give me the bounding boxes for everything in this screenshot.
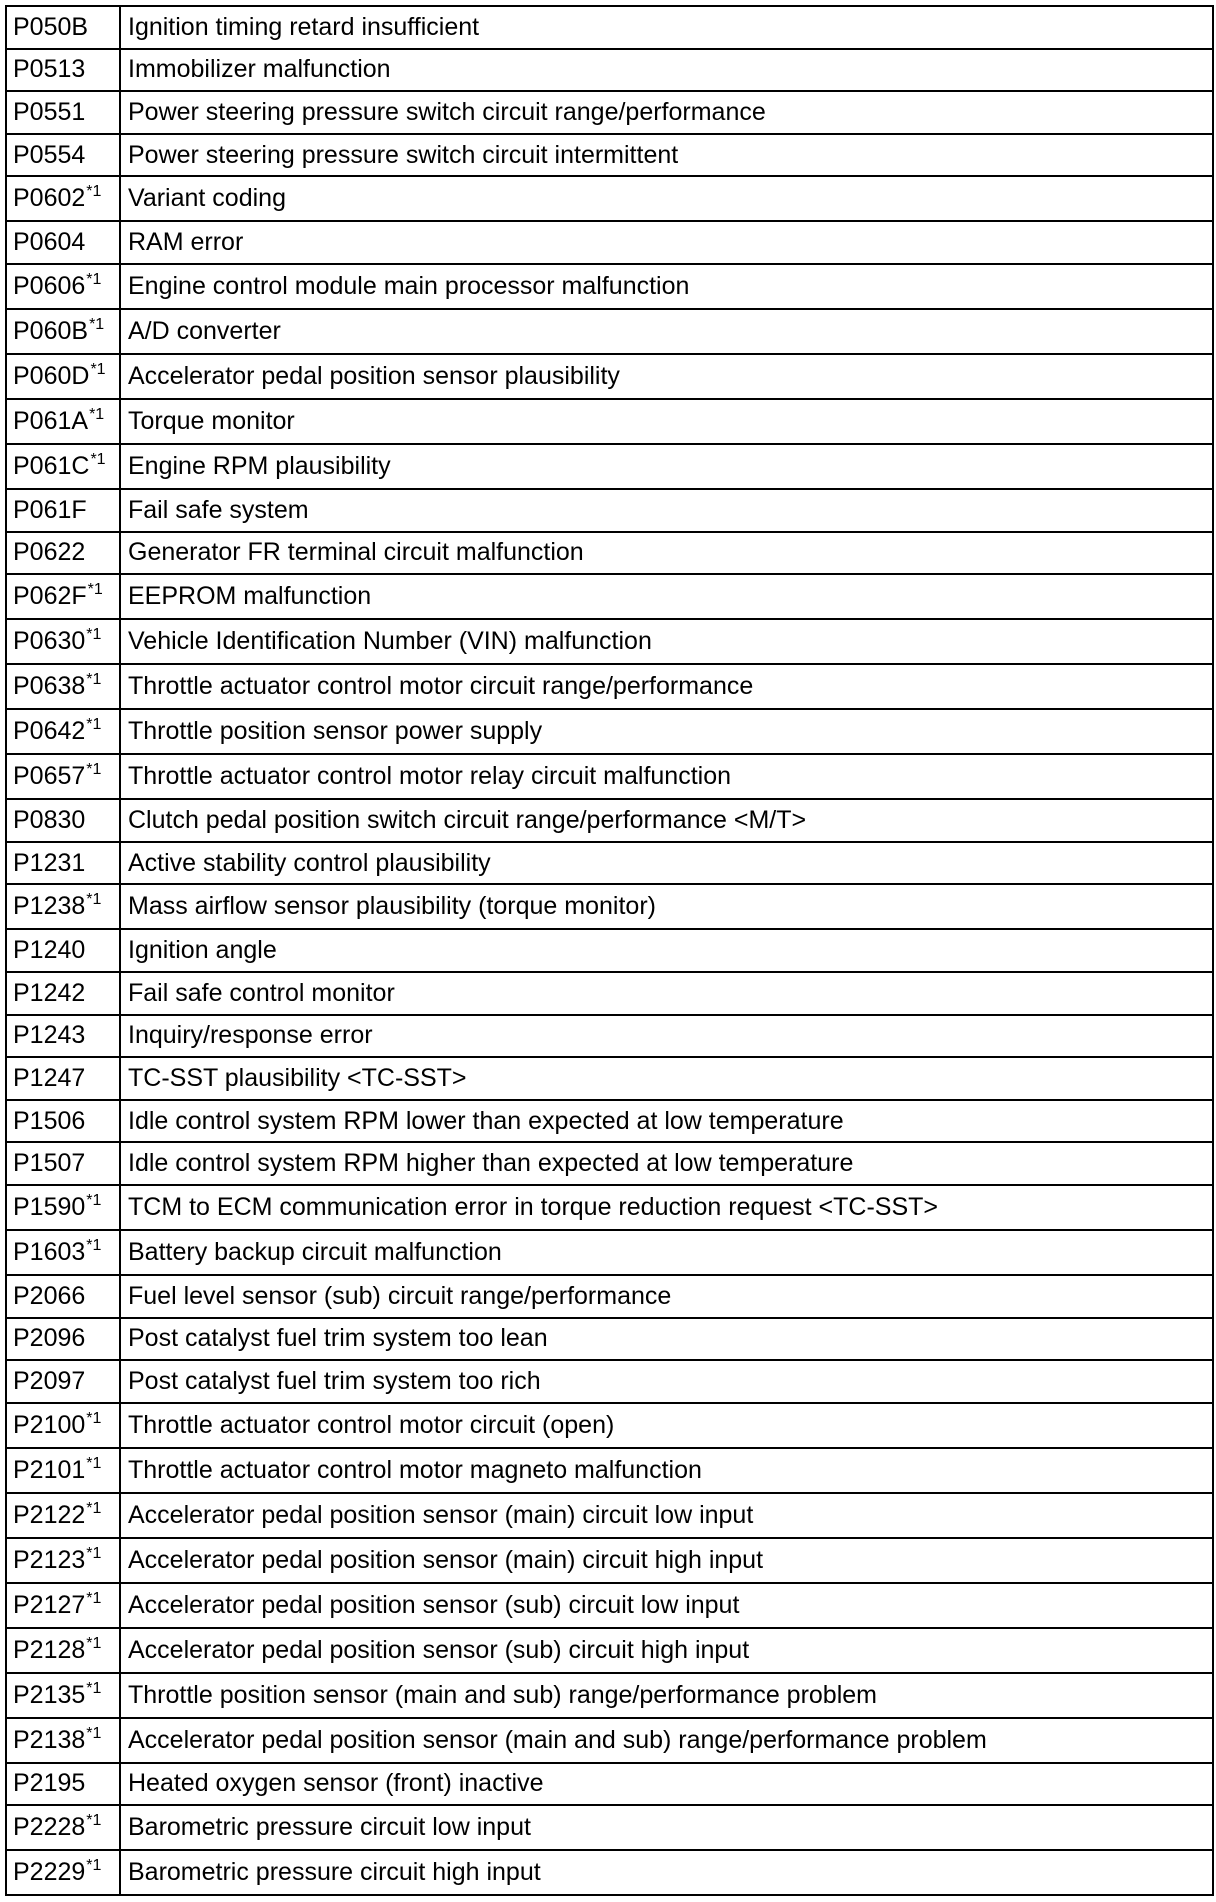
table-row [6, 664, 1213, 709]
table-row [6, 1850, 1213, 1895]
table-row [6, 1100, 1213, 1143]
dtc-description: Battery backup circuit malfunction [120, 1230, 1213, 1275]
table-row [6, 972, 1213, 1015]
table-row [6, 489, 1213, 532]
footnote-marker: *1 [89, 315, 105, 333]
footnote-marker: *1 [90, 360, 106, 378]
dtc-description: Fail safe system [120, 489, 1213, 532]
dtc-code-cell [6, 309, 120, 354]
dtc-code-cell [6, 884, 120, 929]
table-row [6, 1538, 1213, 1583]
dtc-code-cell [6, 664, 120, 709]
dtc-code-cell [6, 1015, 120, 1058]
table-row [6, 884, 1213, 929]
table-row [6, 709, 1213, 754]
table-row [6, 134, 1213, 177]
dtc-code-cell [6, 1805, 120, 1850]
dtc-code: P060D [13, 361, 90, 390]
table-row [6, 929, 1213, 972]
dtc-code-cell [6, 574, 120, 619]
dtc-code-cell [6, 1718, 120, 1763]
dtc-code-cell [6, 754, 120, 799]
dtc-code: P1238 [13, 892, 86, 921]
table-row [6, 444, 1213, 489]
dtc-description: Post catalyst fuel trim system too lean [120, 1318, 1213, 1361]
dtc-code-cell [6, 444, 120, 489]
dtc-code-cell [6, 1360, 120, 1403]
dtc-description: Accelerator pedal position sensor (sub) circuit high input [120, 1628, 1213, 1673]
dtc-description: Engine control module main processor malfunction [120, 264, 1213, 309]
dtc-code: P1240 [13, 936, 86, 965]
table-row [6, 1142, 1213, 1185]
dtc-description: Throttle actuator control motor relay circuit malfunction [120, 754, 1213, 799]
dtc-code-cell [6, 1185, 120, 1230]
footnote-marker: *1 [86, 1857, 102, 1875]
table-row [6, 799, 1213, 842]
dtc-description: Accelerator pedal position sensor (sub) circuit low input [120, 1583, 1213, 1628]
dtc-description: A/D converter [120, 309, 1213, 354]
dtc-code-cell [6, 1142, 120, 1185]
dtc-description: Generator FR terminal circuit malfunction [120, 532, 1213, 575]
dtc-table-body [6, 6, 1213, 1895]
dtc-code: P062F [13, 582, 87, 611]
dtc-code: P2123 [13, 1545, 86, 1574]
dtc-description: Immobilizer malfunction [120, 49, 1213, 92]
footnote-marker: *1 [86, 891, 102, 909]
table-row [6, 754, 1213, 799]
dtc-code: P2195 [13, 1769, 86, 1798]
table-row [6, 309, 1213, 354]
dtc-code: P2229 [13, 1858, 86, 1887]
table-row [6, 842, 1213, 885]
dtc-description: Accelerator pedal position sensor plausibility [120, 354, 1213, 399]
dtc-code: P2138 [13, 1725, 86, 1754]
dtc-description: Throttle position sensor power supply [120, 709, 1213, 754]
dtc-code: P050B [13, 12, 89, 41]
dtc-code-cell [6, 1673, 120, 1718]
table-row [6, 1318, 1213, 1361]
dtc-code-cell [6, 1057, 120, 1100]
table-row [6, 354, 1213, 399]
dtc-code: P061A [13, 406, 89, 435]
dtc-code: P0602 [13, 184, 86, 213]
dtc-description: Mass airflow sensor plausibility (torque monitor) [120, 884, 1213, 929]
footnote-marker: *1 [86, 1634, 102, 1652]
table-row [6, 1805, 1213, 1850]
footnote-marker: *1 [86, 1236, 102, 1254]
dtc-code: P2097 [13, 1366, 86, 1395]
dtc-code: P2096 [13, 1324, 86, 1353]
table-row [6, 264, 1213, 309]
dtc-code-cell [6, 1448, 120, 1493]
dtc-code-cell [6, 842, 120, 885]
dtc-description: Accelerator pedal position sensor (main) circuit low input [120, 1493, 1213, 1538]
dtc-description: Accelerator pedal position sensor (main) circuit high input [120, 1538, 1213, 1583]
dtc-description: Power steering pressure switch circuit intermittent [120, 134, 1213, 177]
table-row [6, 1763, 1213, 1806]
dtc-code: P1243 [13, 1021, 86, 1050]
dtc-code-cell [6, 1100, 120, 1143]
dtc-description: Clutch pedal position switch circuit range/performance <M/T> [120, 799, 1213, 842]
dtc-description: EEPROM malfunction [120, 574, 1213, 619]
dtc-code: P2066 [13, 1281, 86, 1310]
footnote-marker: *1 [86, 1454, 102, 1472]
footnote-marker: *1 [86, 183, 102, 201]
table-row [6, 1360, 1213, 1403]
dtc-code: P2101 [13, 1455, 86, 1484]
dtc-description: Barometric pressure circuit low input [120, 1805, 1213, 1850]
footnote-marker: *1 [86, 1812, 102, 1830]
dtc-code-cell [6, 1493, 120, 1538]
dtc-code: P1242 [13, 978, 86, 1007]
dtc-code-cell [6, 1538, 120, 1583]
footnote-marker: *1 [90, 450, 106, 468]
dtc-code: P0606 [13, 271, 86, 300]
dtc-code: P060B [13, 316, 89, 345]
footnote-marker: *1 [86, 1499, 102, 1517]
footnote-marker: *1 [86, 1589, 102, 1607]
dtc-description: Throttle actuator control motor magneto malfunction [120, 1448, 1213, 1493]
dtc-description: Throttle actuator control motor circuit (open) [120, 1403, 1213, 1448]
dtc-code: P2100 [13, 1410, 86, 1439]
dtc-description: Ignition timing retard insufficient [120, 6, 1213, 49]
footnote-marker: *1 [86, 626, 102, 644]
dtc-code: P2228 [13, 1813, 86, 1842]
dtc-description: Idle control system RPM lower than expected at low temperature [120, 1100, 1213, 1143]
dtc-description: Idle control system RPM higher than expected at low temperature [120, 1142, 1213, 1185]
footnote-marker: *1 [86, 1679, 102, 1697]
dtc-description: Active stability control plausibility [120, 842, 1213, 885]
dtc-description: RAM error [120, 221, 1213, 264]
dtc-code: P0642 [13, 717, 86, 746]
table-row [6, 1583, 1213, 1628]
dtc-description: Heated oxygen sensor (front) inactive [120, 1763, 1213, 1806]
dtc-code: P1507 [13, 1149, 86, 1178]
table-row [6, 1057, 1213, 1100]
dtc-code: P061F [13, 495, 87, 524]
dtc-code: P0551 [13, 97, 86, 126]
table-row [6, 574, 1213, 619]
dtc-code: P0657 [13, 762, 86, 791]
footnote-marker: *1 [86, 1191, 102, 1209]
dtc-code: P0638 [13, 672, 86, 701]
dtc-code-cell [6, 709, 120, 754]
footnote-marker: *1 [87, 581, 103, 599]
table-row [6, 1718, 1213, 1763]
dtc-description: Post catalyst fuel trim system too rich [120, 1360, 1213, 1403]
dtc-description: TC-SST plausibility <TC-SST> [120, 1057, 1213, 1100]
dtc-code: P0554 [13, 140, 86, 169]
dtc-code: P1247 [13, 1063, 86, 1092]
dtc-code: P0622 [13, 538, 86, 567]
dtc-code-cell [6, 399, 120, 444]
footnote-marker: *1 [86, 716, 102, 734]
dtc-code-cell [6, 929, 120, 972]
dtc-code-cell [6, 619, 120, 664]
footnote-marker: *1 [86, 270, 102, 288]
table-row [6, 1628, 1213, 1673]
dtc-description: Accelerator pedal position sensor (main and sub) range/performance problem [120, 1718, 1213, 1763]
dtc-code-cell [6, 1583, 120, 1628]
dtc-code: P0604 [13, 228, 86, 257]
dtc-code: P0830 [13, 805, 86, 834]
footnote-marker: *1 [86, 671, 102, 689]
table-row [6, 1448, 1213, 1493]
dtc-description: Ignition angle [120, 929, 1213, 972]
dtc-code: P2135 [13, 1680, 86, 1709]
dtc-description: Fail safe control monitor [120, 972, 1213, 1015]
footnote-marker: *1 [86, 1724, 102, 1742]
table-row [6, 176, 1213, 221]
table-row [6, 49, 1213, 92]
dtc-code-cell [6, 799, 120, 842]
dtc-code: P1231 [13, 848, 86, 877]
dtc-description: Vehicle Identification Number (VIN) malfunction [120, 619, 1213, 664]
dtc-description: Fuel level sensor (sub) circuit range/performance [120, 1275, 1213, 1318]
dtc-code: P061C [13, 451, 90, 480]
dtc-code: P1506 [13, 1106, 86, 1135]
table-row [6, 1673, 1213, 1718]
dtc-description: Inquiry/response error [120, 1015, 1213, 1058]
dtc-code: P0630 [13, 627, 86, 656]
dtc-table [5, 5, 1214, 1896]
table-row [6, 1015, 1213, 1058]
dtc-description: Barometric pressure circuit high input [120, 1850, 1213, 1895]
dtc-code-cell [6, 221, 120, 264]
dtc-code-cell [6, 354, 120, 399]
dtc-code-cell [6, 1403, 120, 1448]
dtc-code-cell [6, 489, 120, 532]
footnote-marker: *1 [86, 761, 102, 779]
dtc-code-cell [6, 1230, 120, 1275]
dtc-code-cell [6, 1763, 120, 1806]
dtc-description: Engine RPM plausibility [120, 444, 1213, 489]
table-row [6, 1275, 1213, 1318]
dtc-code-cell [6, 532, 120, 575]
table-row [6, 1493, 1213, 1538]
dtc-code-cell [6, 1275, 120, 1318]
dtc-code: P2128 [13, 1635, 86, 1664]
dtc-description: Power steering pressure switch circuit range/performance [120, 91, 1213, 134]
table-row [6, 221, 1213, 264]
dtc-code: P0513 [13, 55, 86, 84]
dtc-code-cell [6, 972, 120, 1015]
table-row [6, 399, 1213, 444]
table-row [6, 619, 1213, 664]
dtc-code: P1590 [13, 1192, 86, 1221]
dtc-code-cell [6, 1628, 120, 1673]
dtc-code: P2122 [13, 1500, 86, 1529]
dtc-description: Throttle position sensor (main and sub) range/performance problem [120, 1673, 1213, 1718]
dtc-code-cell [6, 1850, 120, 1895]
dtc-code-cell [6, 49, 120, 92]
table-row [6, 91, 1213, 134]
dtc-code: P1603 [13, 1237, 86, 1266]
dtc-description: Torque monitor [120, 399, 1213, 444]
footnote-marker: *1 [86, 1544, 102, 1562]
dtc-code: P2127 [13, 1590, 86, 1619]
table-row [6, 532, 1213, 575]
dtc-description: Throttle actuator control motor circuit range/performance [120, 664, 1213, 709]
footnote-marker: *1 [89, 405, 105, 423]
table-row [6, 1185, 1213, 1230]
dtc-code-cell [6, 176, 120, 221]
dtc-description: Variant coding [120, 176, 1213, 221]
dtc-code-cell [6, 6, 120, 49]
dtc-code-cell [6, 1318, 120, 1361]
dtc-code-cell [6, 264, 120, 309]
footnote-marker: *1 [86, 1409, 102, 1427]
table-row [6, 1403, 1213, 1448]
dtc-code-cell [6, 91, 120, 134]
table-row [6, 1230, 1213, 1275]
table-row [6, 6, 1213, 49]
dtc-description: TCM to ECM communication error in torque reduction request <TC-SST> [120, 1185, 1213, 1230]
dtc-code-cell [6, 134, 120, 177]
